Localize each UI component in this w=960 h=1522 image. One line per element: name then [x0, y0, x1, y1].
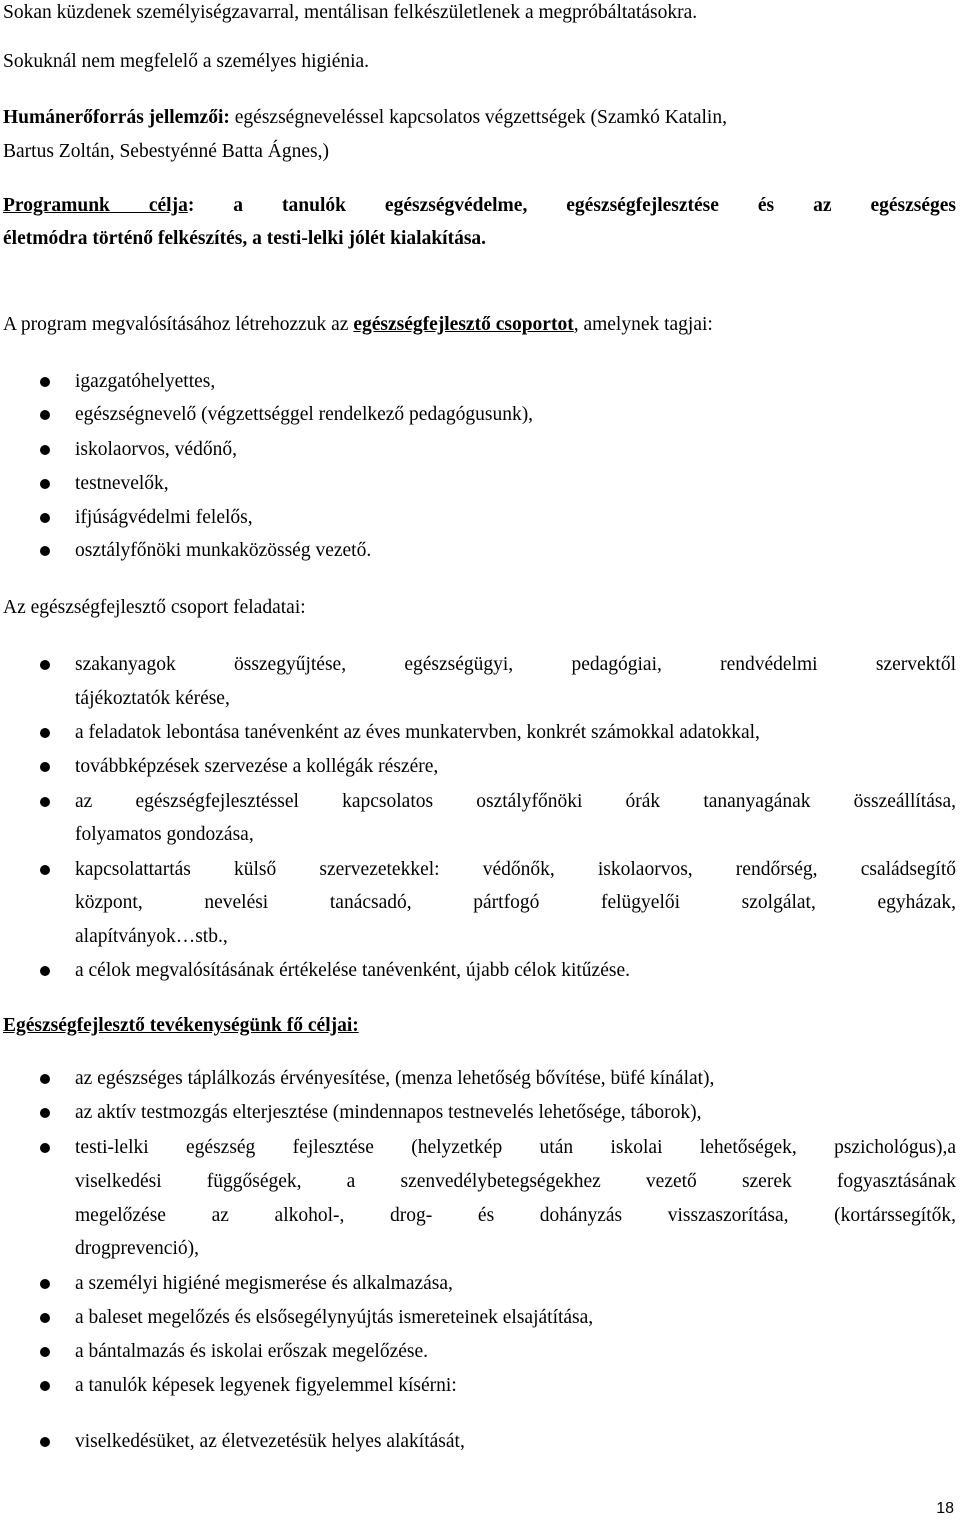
- list-item-continuation: drogprevenció),: [75, 1238, 199, 1259]
- list-item: igazgatóhelyettes,: [75, 371, 216, 392]
- bullet-icon: [40, 728, 50, 738]
- bullet-icon: [40, 377, 50, 387]
- tasks-heading: Az egészségfejlesztő csoport feladatai:: [3, 597, 306, 618]
- list-item: iskolaorvos, védőnő,: [75, 439, 237, 460]
- program-goal-text: : a tanulók egészségvédelme, egészségfejlesztése és az egészséges: [187, 195, 957, 216]
- list-item: a baleset megelőzés és elsősegélynyújtás ismereteinek elsajátítása,: [75, 1307, 594, 1328]
- list-item: szakanyagok összegyűjtése, egészségügyi, pedagógiai, rendvédelmi szervektől: [75, 654, 956, 675]
- bullet-icon: [40, 1108, 50, 1118]
- list-item: a feladatok lebontása tanévenként az éves munkatervben, konkrét számokkal adatokkal,: [75, 722, 760, 743]
- bullet-icon: [40, 1381, 50, 1391]
- bullet-icon: [40, 660, 50, 670]
- list-item-continuation: központ, nevelési tanácsadó, pártfogó felügyelői szolgálat, egyházak,: [75, 892, 956, 913]
- list-item-continuation: folyamatos gondozása,: [75, 824, 254, 845]
- bullet-icon: [40, 410, 50, 420]
- bullet-icon: [40, 546, 50, 556]
- list-item-continuation: megelőzése az alkohol-, drog- és dohányzás visszaszorítása, (kortárssegítők,: [75, 1205, 956, 1226]
- list-item: a személyi higiéné megismerése és alkalmazása,: [75, 1273, 453, 1294]
- list-item: az aktív testmozgás elterjesztése (mindennapos testnevelés lehetősége, táborok),: [75, 1102, 702, 1123]
- list-item-continuation: alapítványok…stb.,: [75, 926, 228, 947]
- bullet-icon: [40, 1437, 50, 1447]
- intro-line-2: Sokuknál nem megfelelő a személyes higiénia.: [3, 51, 370, 72]
- list-item: az egészséges táplálkozás érvényesítése, (menza lehetőség bővítése, büfé kínálat),: [75, 1068, 715, 1089]
- human-resources-label: Humánerőforrás jellemzői:: [3, 107, 230, 128]
- bullet-icon: [40, 966, 50, 976]
- bullet-icon: [40, 479, 50, 489]
- list-item: a tanulók képesek legyenek figyelemmel kísérni:: [75, 1375, 457, 1396]
- list-item: az egészségfejlesztéssel kapcsolatos osztályfőnöki órák tananyagának összeállítása,: [75, 791, 956, 812]
- goals-heading: Egészségfejlesztő tevékenységünk fő céljai:: [3, 1015, 359, 1036]
- human-resources-line-1: [3, 106, 956, 130]
- bullet-icon: [40, 1279, 50, 1289]
- list-item: testnevelők,: [75, 473, 169, 494]
- program-goal-label: Programunk célja: [3, 195, 188, 216]
- list-item: egészségnevelő (végzettséggel rendelkező pedagógusunk),: [75, 404, 534, 425]
- bullet-icon: [40, 1313, 50, 1323]
- page-number: 18: [936, 1500, 954, 1517]
- bullet-icon: [40, 445, 50, 455]
- bullet-icon: [40, 1143, 50, 1153]
- bullet-icon: [40, 762, 50, 772]
- list-item: testi-lelki egészség fejlesztése (helyzetkép után iskolai lehetőségek, pszichológus),a: [75, 1137, 956, 1158]
- list-item-continuation: viselkedési függőségek, a szenvedélybetegségekhez vezető szerek fogyasztásának: [75, 1171, 956, 1192]
- list-item: viselkedésüket, az életvezetésük helyes alakítását,: [75, 1431, 465, 1452]
- intro-line-1: Sokan küzdenek személyiségzavarral, mentálisan felkészületlenek a megpróbáltatásokra.: [3, 2, 698, 23]
- human-resources-text: egészségneveléssel kapcsolatos végzettségek (Szamkó Katalin,: [229, 107, 727, 128]
- list-item: továbbképzések szervezése a kollégák részére,: [75, 756, 439, 777]
- list-item: a célok megvalósításának értékelése tanévenként, újabb célok kitűzése.: [75, 960, 630, 981]
- bullet-icon: [40, 1074, 50, 1084]
- program-goal-line-1: [3, 194, 956, 218]
- human-resources-line-2: Bartus Zoltán, Sebestyénné Batta Ágnes,): [3, 141, 330, 162]
- bullet-icon: [40, 513, 50, 523]
- list-item: a bántalmazás és iskolai erőszak megelőzése.: [75, 1341, 429, 1362]
- bullet-icon: [40, 865, 50, 875]
- group-intro-after: , amelynek tagjai:: [573, 314, 713, 335]
- group-intro-before: A program megvalósításához létrehozzuk az: [3, 314, 354, 335]
- list-item: osztályfőnöki munkaközösség vezető.: [75, 540, 372, 561]
- group-intro: [3, 313, 956, 337]
- bullet-icon: [40, 1347, 50, 1357]
- list-item-continuation: tájékoztatók kérése,: [75, 688, 230, 709]
- group-name: egészségfejlesztő csoportot: [353, 314, 574, 335]
- list-item: kapcsolattartás külső szervezetekkel: védőnők, iskolaorvos, rendőrség, családsegítő: [75, 859, 956, 880]
- program-goal-line-2: életmódra történő felkészítés, a testi-lelki jólét kialakítása.: [3, 228, 487, 249]
- bullet-icon: [40, 797, 50, 807]
- list-item: ifjúságvédelmi felelős,: [75, 507, 253, 528]
